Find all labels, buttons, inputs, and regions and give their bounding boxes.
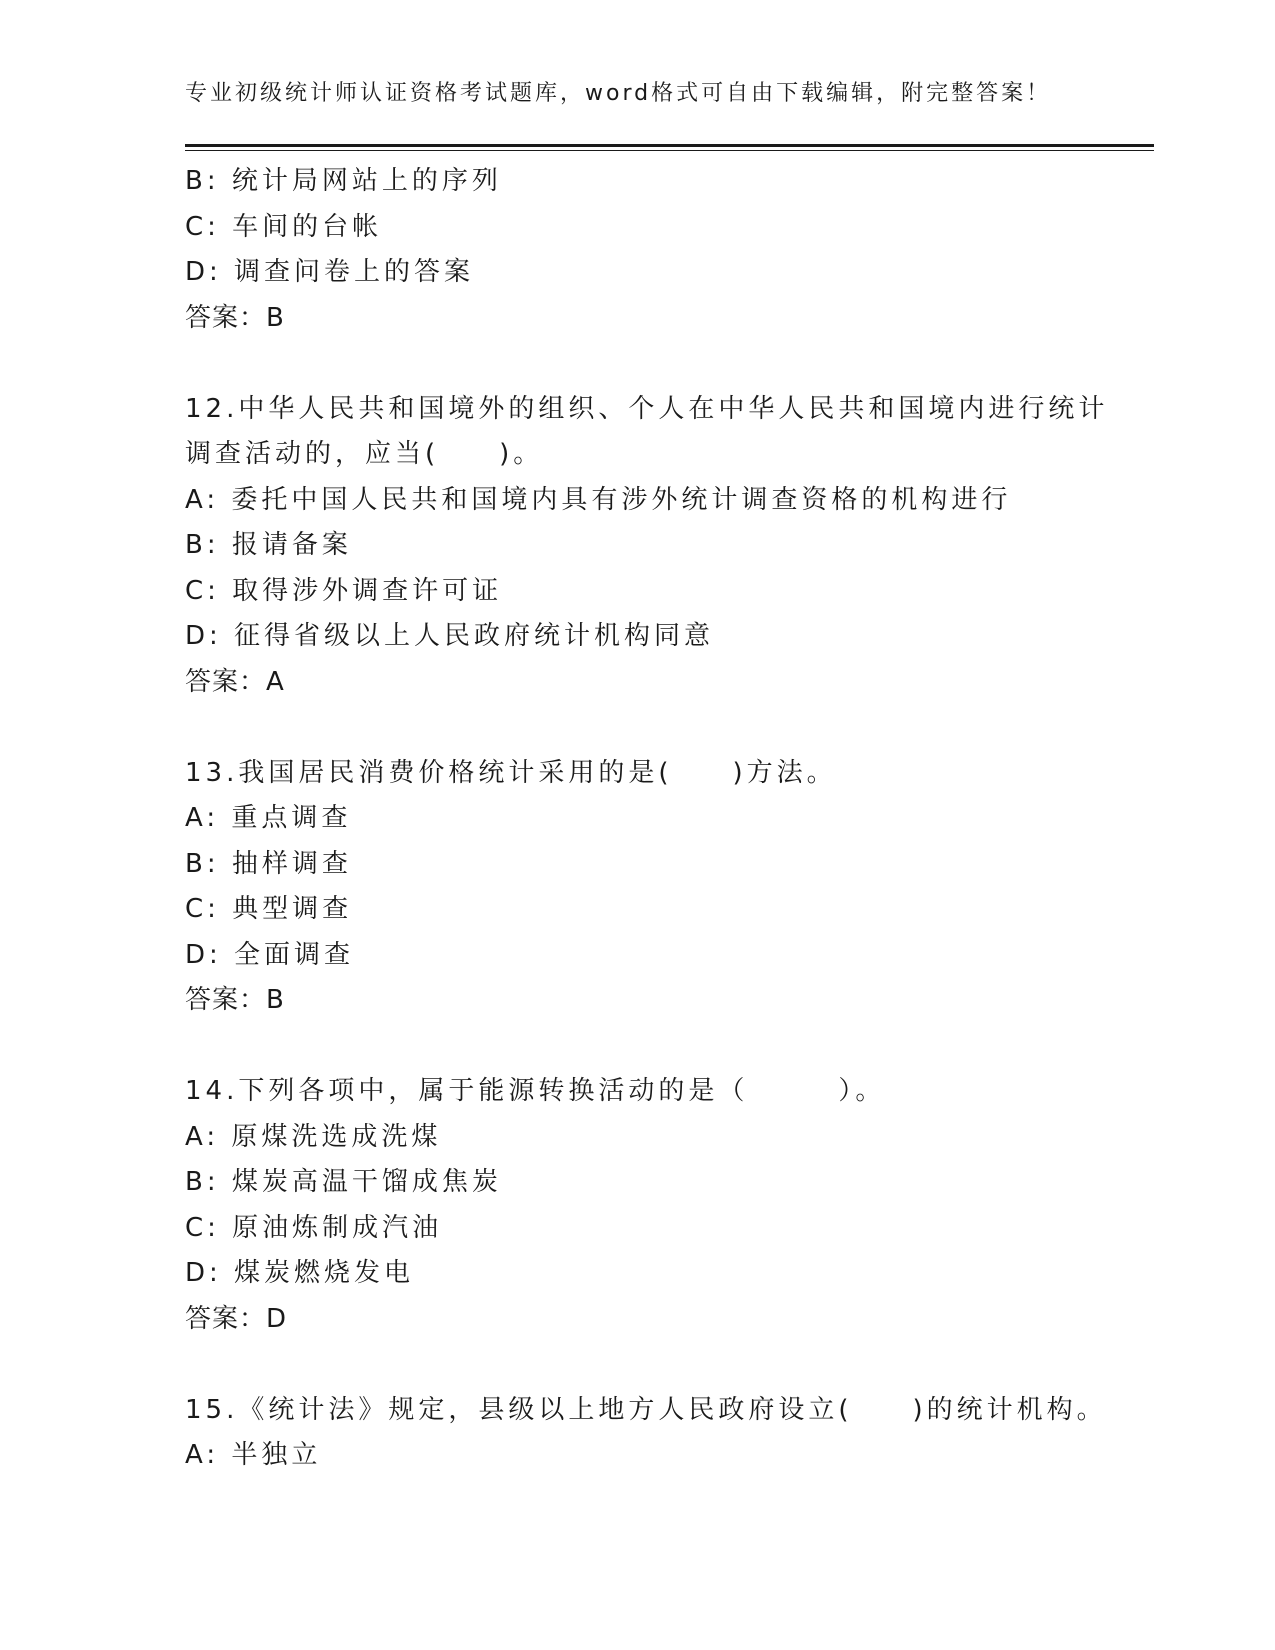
spacer (185, 705, 1154, 751)
q13-option-a: A: 重点调查 (185, 803, 352, 833)
q12-option-c: C: 取得涉外调查许可证 (185, 575, 503, 606)
q13-option-b: B: 抽样调查 (185, 848, 352, 879)
q12-answer: 答案：A (185, 666, 285, 697)
q12-option-d: D: 征得省级以上人民政府统计机构同意 (185, 621, 715, 651)
spacer (185, 1342, 1154, 1388)
q15-stem: 15.《统计法》规定，县级以上地方人民政府设立( )的统计机构。 (185, 1394, 1107, 1425)
q15-option-a: A: 半独立 (185, 1440, 322, 1470)
q14-option-b: B: 煤炭高温干馏成焦炭 (185, 1167, 502, 1197)
header-rule-thin (185, 150, 1154, 151)
q11-option-c: C: 车间的台帐 (185, 211, 383, 242)
q12-option-b: B: 报请备案 (185, 530, 352, 560)
q13-option-c: C: 典型调查 (185, 894, 353, 924)
q13-answer: 答案：B (185, 985, 285, 1015)
q12-stem-line1: 12.中华人民共和国境外的组织、个人在中华人民共和国境内进行统计 (185, 393, 1109, 424)
page-header: 专业初级统计师认证资格考试题库，word格式可自由下载编辑，附完整答案！ (185, 81, 1052, 106)
spacer (185, 1024, 1154, 1070)
q14-stem: 14.下列各项中，属于能源转换活动的是（ ）。 (185, 1076, 886, 1106)
q14-option-d: D: 煤炭燃烧发电 (185, 1258, 415, 1288)
q14-option-c: C: 原油炼制成汽油 (185, 1212, 443, 1243)
q12-option-a: A: 委托中国人民共和国境内具有涉外统计调查资格的机构进行 (185, 484, 1012, 515)
q13-stem: 13.我国居民消费价格统计采用的是( )方法。 (185, 757, 837, 788)
q13-option-d: D: 全面调查 (185, 939, 355, 970)
q11-option-b: B: 统计局网站上的序列 (185, 166, 502, 196)
q11-answer: 答案：B (185, 302, 285, 333)
q14-option-a: A: 原煤洗选成洗煤 (185, 1121, 442, 1152)
question-content (185, 159, 1154, 1479)
spacer (185, 341, 1154, 387)
header-rule-thick (185, 144, 1154, 147)
q14-answer: 答案：D (185, 1303, 288, 1334)
q12-stem-line2: 调查活动的，应当( )。 (185, 439, 544, 469)
q11-option-d: D: 调查问卷上的答案 (185, 257, 475, 287)
